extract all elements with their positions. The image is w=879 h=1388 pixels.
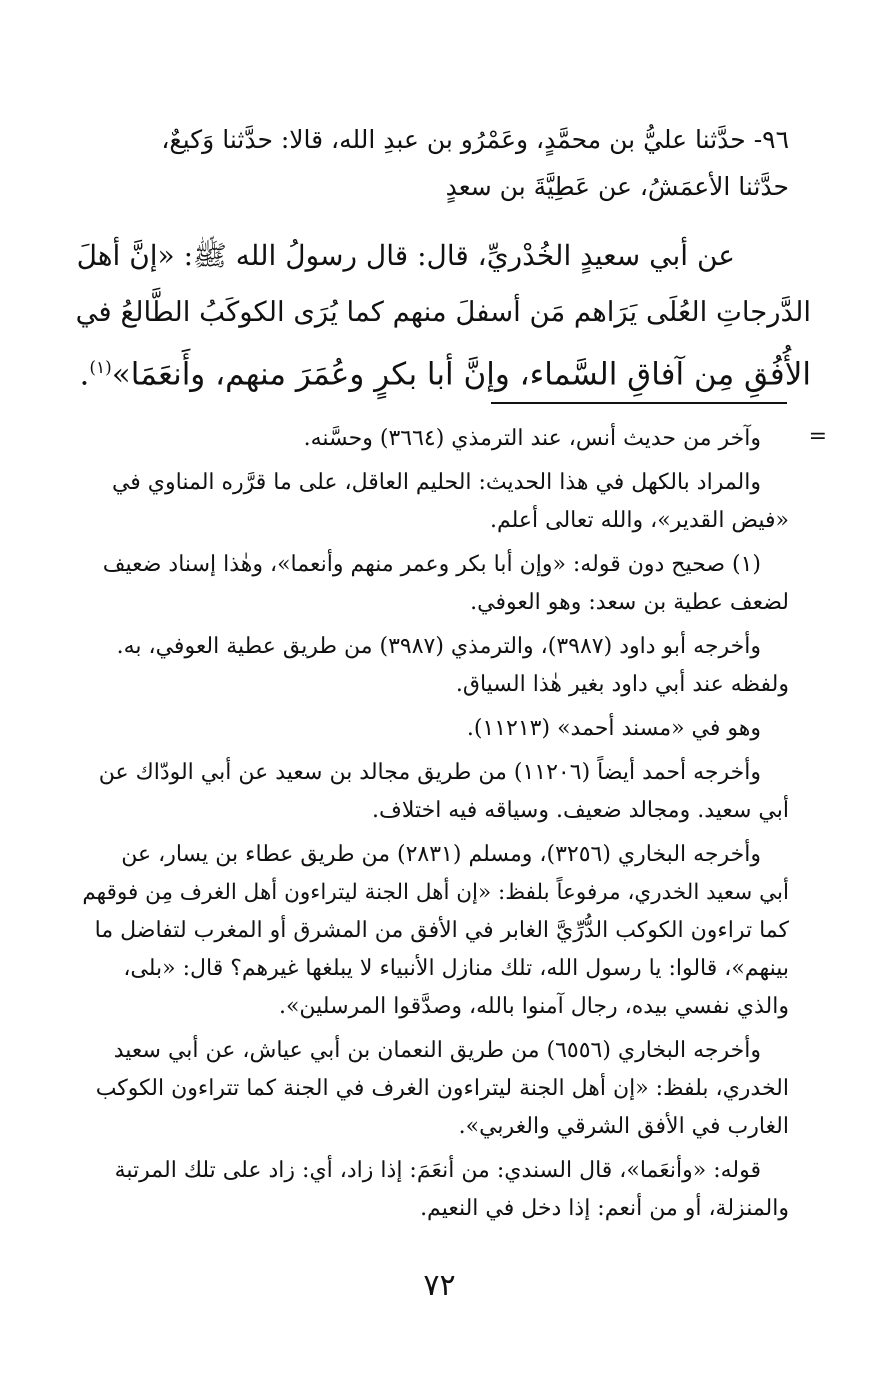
end-mark: . bbox=[79, 356, 90, 393]
footnote-line: لضعف عطية بن سعد: وهو العوفي. bbox=[470, 590, 789, 615]
footnote-reference: (١) bbox=[89, 358, 112, 378]
footnote-line: الغارب في الأفق الشرقي والغربي». bbox=[458, 1114, 789, 1139]
isnad-line: حدَّثنا الأعمَشُ، عن عَطِيَّةَ بن سعدٍ bbox=[445, 172, 789, 201]
matn-line-text: الأُفُقِ مِن آفاقِ السَّماء، وإنَّ أبا بكرٍ وعُمَرَ منهم، وأَنعَمَا» bbox=[111, 356, 811, 393]
footnote-line: الخدري، بلفظ: «إن أهل الجنة ليتراءون الغرف في الجنة كما تتراءون الكوكب bbox=[95, 1076, 789, 1101]
footnote-paragraph bbox=[68, 1152, 789, 1228]
footnote-paragraph bbox=[68, 420, 789, 458]
footnote-line: أبي سعيد. ومجالد ضعيف. وسياقه فيه اختلاف. bbox=[372, 798, 789, 823]
footnote-line: وأخرجه أبو داود (٣٩٨٧)، والترمذي (٣٩٨٧) من طريق عطية العوفي، به. bbox=[116, 634, 761, 659]
footnote-line: بينهم»، قالوا: يا رسول الله، تلك منازل الأنبياء لا يبلغها غيرهم؟ قال: «بلى، bbox=[123, 956, 789, 981]
footnote-line: «فيض القدير»، والله تعالى أعلم. bbox=[489, 508, 789, 533]
footnote-line: والذي نفسي بيده، رجال آمنوا بالله، وصدَّقوا المرسلين». bbox=[278, 994, 789, 1019]
matn-line: عن أبي سعيدٍ الخُدْريِّ، قال: قال رسولُ الله ﷺ: «إنَّ أهلَ bbox=[76, 239, 735, 272]
footnote-line: والمراد بالكهل في هذا الحديث: الحليم العاقل، على ما قرَّره المناوي في bbox=[111, 470, 761, 495]
isnad-line: ٩٦- حدَّثنا عليُّ بن محمَّدٍ، وعَمْرُو بن عبدِ الله، قالا: حدَّثنا وَكيعٌ، bbox=[161, 125, 789, 154]
footnote-line: كما تراءون الكوكب الدُّرِّيَّ الغابر في الأفق من المشرق أو المغرب لتفاضل ما bbox=[94, 918, 789, 943]
page-number: ٧٢ bbox=[423, 1268, 456, 1303]
footnote-paragraph bbox=[68, 464, 789, 540]
matn-line bbox=[72, 340, 811, 402]
footnote-line: ولفظه عند أبي داود بغير هٰذا السياق. bbox=[455, 672, 789, 697]
footnote-separator bbox=[491, 402, 787, 404]
footnote-line: وأخرجه البخاري (٣٢٥٦)، ومسلم (٢٨٣١) من طريق عطاء بن يسار، عن bbox=[121, 842, 761, 867]
footnote-line: (١) صحيح دون قوله: «وإن أبا بكر وعمر منهم وأنعما»، وهٰذا إسناد ضعيف bbox=[102, 552, 761, 577]
footnote-line: وأخرجه البخاري (٦٥٥٦) من طريق النعمان بن أبي عياش، عن أبي سعيد bbox=[113, 1038, 761, 1063]
footnote-line: وآخر من حديث أنس، عند الترمذي (٣٦٦٤) وحسَّنه. bbox=[303, 426, 761, 451]
footnote-line: قوله: «وأنعَما»، قال السندي: من أنعَمَ: إذا زاد، أي: زاد على تلك المرتبة bbox=[114, 1158, 761, 1183]
footnote-paragraph bbox=[68, 1032, 789, 1146]
matn-line: الدَّرجاتِ العُلَى يَرَاهم مَن أسفلَ منهم كما يُرَى الكوكَبُ الطَّالعُ في bbox=[75, 296, 811, 328]
footnote-paragraph bbox=[68, 628, 789, 704]
footnote-paragraph bbox=[68, 546, 789, 622]
isnad-chain bbox=[60, 116, 789, 210]
continuation-mark: = bbox=[808, 424, 827, 449]
footnotes bbox=[68, 420, 789, 1234]
footnote-paragraph bbox=[68, 836, 789, 1026]
footnote-line: والمنزلة، أو من أنعم: إذا دخل في النعيم. bbox=[420, 1196, 789, 1221]
footnote-line: وهو في «مسند أحمد» (١١٢١٣). bbox=[466, 716, 761, 741]
footnote-paragraph bbox=[68, 754, 789, 830]
footnote-paragraph bbox=[68, 710, 789, 748]
hadith-text bbox=[72, 228, 811, 402]
footnote-line: وأخرجه أحمد أيضاً (١١٢٠٦) من طريق مجالد بن سعيد عن أبي الودّاك عن bbox=[98, 760, 761, 785]
footnote-line: أبي سعيد الخدري، مرفوعاً بلفظ: «إن أهل الجنة ليتراءون أهل الغرف مِن فوقهم bbox=[82, 880, 789, 905]
